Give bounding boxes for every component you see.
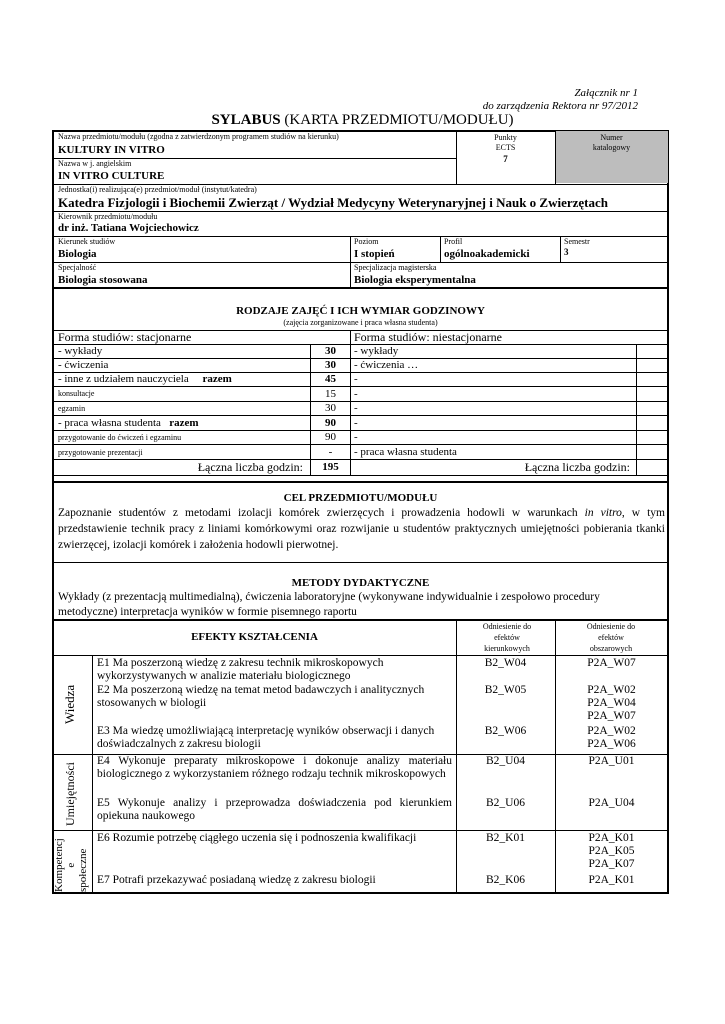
ns-consultations: - [354,388,358,400]
level-label: Poziom [354,237,379,246]
ns-self-study: - [354,417,358,429]
total-hours-value: 195 [322,461,339,473]
hours-row-other-with-teacher: - inne z udziałem nauczyciela razem [58,373,232,385]
profile-value: ogólnoakademicki [444,248,530,260]
ns-exercises: - ćwiczenia … [354,359,419,371]
catalog-label: Numer [600,133,623,142]
hours-presentation-value: - [328,446,333,458]
semester-value: 3 [564,247,569,257]
effect-e4: E4 Wykonuje preparaty mikroskopowe i dokonuje analizy materiału biologicznego z wykorzystaniem różnego rodzaju technik mikroskopowych [97,755,452,780]
hours-row-presentation: przygotowanie prezentacji [58,448,143,457]
ns-lectures: - wykłady [354,345,399,357]
semester-label: Semestr [564,237,590,246]
hours-row-preparation: przygotowanie do ćwiczeń i egzaminu [58,433,182,442]
nonstationary-form-header: Forma studiów: niestacjonarne [354,330,502,344]
hours-row-exercises: - ćwiczenia [58,359,109,371]
direction-value: Biologia [58,248,97,260]
ects-label-2: ECTS [495,143,516,152]
goal-title: CEL PRZEDMIOTU/MODUŁU [283,492,438,504]
unit-value: Katedra Fizjologii i Biochemii Zwierząt / Wydział Medycyny Weterynaryjnej i Nauk o Zwierzętach [58,195,608,210]
effect-e2-direction: B2_W05 [484,684,527,696]
hours-lectures-value: 30 [325,345,336,357]
hours-row-lectures: - wykłady [58,345,103,357]
hours-row-consultations: konsultacje [58,389,95,398]
effect-e2: E2 Ma poszerzoną wiedzę na temat metod badawczych i analitycznych stosowanych w biologii [97,684,425,709]
area-effects-header: Odniesienie do efektów obszarowych [586,622,636,653]
effect-e3-area-2: P2A_W06 [587,738,636,750]
unit-label: Jednostka(i) realizująca(e) przedmiot/moduł (instytut/katedra) [58,185,257,194]
effect-e4-area: P2A_U01 [588,755,635,767]
hours-row-self-study: - praca własna studenta razem [58,417,199,429]
english-name-label: Nazwa w j. angielskim [58,159,132,168]
ns-other: - [354,373,358,385]
specialty-value: Biologia stosowana [58,274,148,286]
effects-title: EFEKTY KSZTAŁCENIA [191,631,318,643]
effect-e2-area-3: P2A_W07 [587,710,636,722]
stationary-form-header: Forma studiów: stacjonarne [58,330,192,344]
direction-effects-header: Odniesienie do efektów kierunkowych [482,622,532,653]
group-competences: Kompetencj e społeczne [53,838,89,892]
ects-label: Punkty [494,133,517,142]
page-title: SYLABUS (KARTA PRZEDMIOTU/MODUŁU) [211,112,514,128]
regulation-label: do zarządzenia Rektora nr 97/2012 [482,100,638,112]
methods-title: METODY DYDAKTYCZNE [291,577,430,589]
module-name-value: KULTURY IN VITRO [58,144,165,156]
total-hours-label-ns: Łączna liczba godzin: [524,460,630,474]
effect-e2-area-1: P2A_W02 [587,684,636,696]
level-value: I stopień [354,248,395,260]
effect-e6: E6 Rozumie potrzebę ciągłego uczenia się i podnoszenia kwalifikacji [97,832,417,844]
goal-text: Zapoznanie studentów z metodami izolacji komórek zwierzęcych i prowadzenia hodowli w warunkach in vitro, w tym przedstawienie technik pracy z liniami komórkowymi oraz rozwijanie u studentów praktycznych umiejętności pobierania tkanki zwierzęcej, izolacji komórek i założenia hodowli pierwotnej. [58,507,665,551]
effect-e6-area-1: P2A_K01 [588,832,635,844]
effect-e5-area: P2A_U04 [588,797,635,809]
direction-label: Kierunek studiów [58,237,116,246]
effect-e6-area-3: P2A_K07 [588,858,635,870]
attachment-label: Załącznik nr 1 [574,87,638,99]
effect-e5: E5 Wykonuje analizy i przeprowadza doświadczenia pod kierunkiem opiekuna naukowego [97,797,452,822]
english-name-value: IN VITRO CULTURE [58,170,165,182]
hours-exercises-value: 30 [325,359,336,371]
hours-exam-value: 30 [325,402,336,414]
course-head-value: dr inż. Tatiana Wojciechowicz [58,222,199,234]
group-knowledge: Wiedza [62,684,77,724]
effect-e3: E3 Ma wiedzę umożliwiającą interpretację wyników obserwacji i danych doświadczalnych z zakresu biologii [97,725,435,750]
effect-e5-direction: B2_U06 [486,797,525,809]
effect-e7-area: P2A_K01 [588,874,635,886]
effect-e2-area-2: P2A_W04 [587,697,636,709]
hours-row-exam: egzamin [58,404,86,413]
ns-exam: - [354,402,358,414]
ns-preparation: - [354,431,358,443]
module-name-label: Nazwa przedmiotu/modułu (zgodna z zatwierdzonym programem studiów na kierunku) [58,132,339,141]
specialty-label: Specjalność [58,263,97,272]
effect-e1-direction: B2_W04 [484,657,527,669]
ects-value: 7 [503,154,508,164]
effect-e6-area-2: P2A_K05 [588,845,635,857]
hours-preparation-value: 90 [325,431,336,443]
effect-e4-direction: B2_U04 [486,755,525,767]
hours-other-value: 45 [325,373,336,385]
hours-subtitle: (zajęcia zorganizowane i praca własna studenta) [283,318,438,327]
hours-title: RODZAJE ZAJĘĆ I ICH WYMIAR GODZINOWY [236,305,485,317]
effect-e7-direction: B2_K06 [486,874,525,886]
master-specialization-label: Specjalizacja magisterska [354,263,437,272]
effect-e6-direction: B2_K01 [486,832,525,844]
effect-e1: E1 Ma poszerzoną wiedzę z zakresu technik mikroskopowych wykorzystywanych w analizie materiału biologicznego [97,657,384,682]
methods-text: Wykłady (z prezentacją multimedialną), ćwiczenia laboratoryjne (wykonywane indywidualnie i zespołowo procedury metodyczne) interpretacja wyników w formie pisemnego raportu [58,591,600,618]
group-skills: Umiejętności [63,762,77,826]
hours-consultations-value: 15 [325,388,336,400]
ns-self-study-total: - praca własna studenta [354,446,457,458]
master-specialization-value: Biologia eksperymentalna [354,274,476,286]
hours-self-study-value: 90 [325,417,336,429]
profile-label: Profil [444,237,463,246]
effect-e7: E7 Potrafi przekazywać posiadaną wiedzę z zakresu biologii [97,874,376,886]
effect-e3-area-1: P2A_W02 [587,725,636,737]
course-head-label: Kierownik przedmiotu/modułu [58,212,158,221]
effect-e3-direction: B2_W06 [484,725,527,737]
catalog-label-2: katalogowy [592,143,631,152]
effect-e1-area: P2A_W07 [587,657,636,669]
total-hours-label: Łączna liczba godzin: [197,460,303,474]
